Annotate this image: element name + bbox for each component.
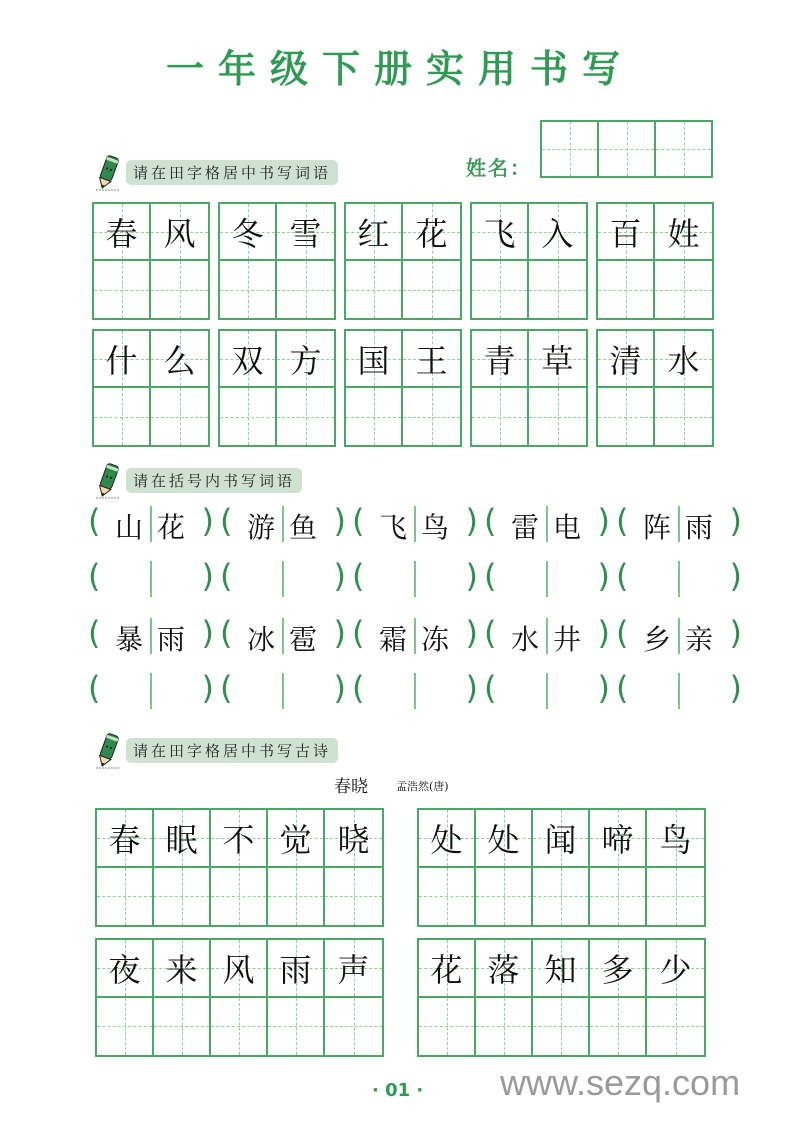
right-paren: )	[597, 557, 610, 595]
practice-cell[interactable]	[647, 868, 704, 926]
model-char-cell	[325, 940, 382, 998]
model-char: 处	[430, 820, 463, 859]
model-char-cell	[529, 204, 586, 261]
name-label: 姓名：	[466, 156, 532, 180]
pencil-icon	[94, 153, 122, 191]
right-paren: )	[201, 614, 214, 652]
model-char-cell	[151, 204, 208, 261]
bracket-char: 水	[510, 623, 539, 656]
bracket-word	[616, 616, 742, 656]
bracket-divider	[150, 673, 152, 709]
bracket-divider	[678, 618, 680, 654]
practice-cell[interactable]	[647, 998, 704, 1056]
model-char-cell	[154, 940, 211, 998]
bracket-char: 山	[114, 511, 143, 544]
bracket-char: 暴	[114, 623, 143, 656]
right-paren: )	[729, 557, 742, 595]
practice-cell[interactable]	[220, 388, 277, 445]
bracket-word	[484, 504, 610, 544]
model-char: 王	[415, 341, 448, 380]
practice-cell[interactable]	[655, 388, 712, 445]
left-paren: (	[484, 669, 497, 707]
model-char-cell	[533, 810, 590, 868]
model-char: 入	[541, 214, 574, 253]
model-char-cell	[598, 204, 655, 261]
section-header-poem	[94, 731, 338, 769]
practice-cell[interactable]	[151, 388, 208, 445]
practice-cell[interactable]	[346, 261, 403, 318]
pencil-icon	[94, 731, 122, 769]
bracket-row	[88, 614, 742, 656]
bracket-char: 游	[246, 511, 275, 544]
practice-cell[interactable]	[403, 261, 460, 318]
left-paren: (	[616, 502, 629, 540]
left-paren: (	[484, 502, 497, 540]
model-char-cell	[533, 940, 590, 998]
page-number: · 01 ·	[372, 1080, 424, 1101]
bracket-row	[88, 502, 742, 544]
model-char-cell	[220, 331, 277, 388]
right-paren: )	[465, 557, 478, 595]
practice-cell[interactable]	[476, 868, 533, 926]
bracket-word	[616, 504, 742, 544]
bracket-char: 冰	[246, 623, 275, 656]
model-char: 鸟	[659, 820, 692, 859]
model-char-cell	[476, 810, 533, 868]
left-paren: (	[352, 557, 365, 595]
left-paren: (	[220, 614, 233, 652]
model-char: 声	[337, 950, 370, 989]
bracket-char: 雨	[684, 511, 713, 544]
bracket-blank[interactable]	[88, 559, 214, 599]
model-char: 冬	[231, 214, 264, 253]
name-input-box[interactable]	[540, 120, 713, 178]
model-char: 风	[222, 950, 255, 989]
model-char-cell	[94, 204, 151, 261]
model-char-cell	[472, 331, 529, 388]
bracket-char: 冻	[420, 623, 449, 656]
model-char: 夜	[108, 950, 141, 989]
right-paren: )	[465, 502, 478, 540]
model-char-cell	[325, 810, 382, 868]
practice-cell[interactable]	[655, 261, 712, 318]
bracket-word	[352, 504, 478, 544]
word-block	[596, 329, 714, 447]
bracket-blank[interactable]	[616, 559, 742, 599]
model-char: 方	[289, 341, 322, 380]
right-paren: )	[729, 502, 742, 540]
model-char: 风	[163, 214, 196, 253]
left-paren: (	[88, 614, 101, 652]
practice-cell[interactable]	[97, 998, 154, 1056]
bracket-divider	[546, 561, 548, 597]
model-char-cell	[94, 331, 151, 388]
right-paren: )	[201, 669, 214, 707]
poem-line-block	[417, 808, 706, 927]
bracket-blank[interactable]	[88, 671, 214, 711]
pencil-icon	[94, 461, 122, 499]
right-paren: )	[729, 669, 742, 707]
model-char: 飞	[483, 214, 516, 253]
bracket-word	[220, 504, 346, 544]
poem-line-block	[95, 938, 384, 1057]
model-char-cell	[211, 810, 268, 868]
right-paren: )	[597, 669, 610, 707]
right-paren: )	[201, 502, 214, 540]
practice-cell[interactable]	[154, 998, 211, 1056]
model-char-cell	[590, 810, 647, 868]
bracket-char: 雨	[156, 623, 185, 656]
bracket-char: 阵	[642, 511, 671, 544]
bracket-divider	[282, 673, 284, 709]
model-char: 么	[163, 341, 196, 380]
bracket-divider	[150, 561, 152, 597]
bracket-word	[220, 616, 346, 656]
bracket-word	[88, 504, 214, 544]
section-label: 请在田字格居中书写词语	[126, 160, 338, 185]
model-char-cell	[403, 204, 460, 261]
practice-cell[interactable]	[419, 868, 476, 926]
practice-cell[interactable]	[277, 388, 334, 445]
model-char: 春	[108, 820, 141, 859]
left-paren: (	[484, 614, 497, 652]
bracket-divider	[678, 673, 680, 709]
model-char: 青	[483, 341, 516, 380]
bracket-divider	[678, 561, 680, 597]
model-char-cell	[268, 810, 325, 868]
bracket-divider	[414, 673, 416, 709]
model-char-cell	[277, 204, 334, 261]
model-char-cell	[476, 940, 533, 998]
bracket-blank[interactable]	[220, 559, 346, 599]
practice-cell[interactable]	[590, 868, 647, 926]
practice-cell[interactable]	[598, 388, 655, 445]
model-char: 来	[165, 950, 198, 989]
section-header-words	[94, 153, 338, 191]
left-paren: (	[484, 557, 497, 595]
practice-cell[interactable]	[472, 261, 529, 318]
bracket-divider	[414, 506, 416, 542]
right-paren: )	[333, 669, 346, 707]
practice-cell[interactable]	[220, 261, 277, 318]
bracket-divider	[282, 506, 284, 542]
bracket-char: 霜	[378, 623, 407, 656]
bracket-blank[interactable]	[484, 671, 610, 711]
model-char-cell	[346, 204, 403, 261]
bracket-divider	[414, 618, 416, 654]
practice-cell[interactable]	[403, 388, 460, 445]
practice-cell[interactable]	[472, 388, 529, 445]
model-char-cell	[419, 940, 476, 998]
model-char-cell	[211, 940, 268, 998]
left-paren: (	[220, 669, 233, 707]
word-block	[470, 329, 588, 447]
page-title: 一年级下册实用书写	[165, 47, 634, 91]
right-paren: )	[201, 557, 214, 595]
bracket-word	[484, 616, 610, 656]
practice-cell[interactable]	[419, 998, 476, 1056]
practice-cell[interactable]	[97, 868, 154, 926]
model-char-cell	[268, 940, 325, 998]
model-char-cell	[655, 204, 712, 261]
bracket-divider	[150, 618, 152, 654]
practice-cell[interactable]	[533, 868, 590, 926]
bracket-word	[352, 616, 478, 656]
practice-cell[interactable]	[590, 998, 647, 1056]
poem-title: 春晓	[334, 777, 368, 797]
model-char: 草	[541, 341, 574, 380]
bracket-char: 电	[552, 511, 581, 544]
model-char-cell	[472, 204, 529, 261]
practice-cell[interactable]	[154, 868, 211, 926]
bracket-blank[interactable]	[220, 671, 346, 711]
bracket-blank[interactable]	[352, 671, 478, 711]
bracket-divider	[546, 506, 548, 542]
bracket-divider	[150, 506, 152, 542]
model-char: 雨	[279, 950, 312, 989]
practice-cell[interactable]	[268, 868, 325, 926]
practice-cell[interactable]	[94, 261, 151, 318]
practice-cell[interactable]	[325, 998, 382, 1056]
model-char: 花	[430, 950, 463, 989]
model-char: 花	[415, 214, 448, 253]
model-char-cell	[97, 810, 154, 868]
name-cell[interactable]	[656, 122, 711, 176]
model-char-cell	[151, 331, 208, 388]
practice-cell[interactable]	[325, 868, 382, 926]
model-char: 知	[544, 950, 577, 989]
practice-cell[interactable]	[476, 998, 533, 1056]
word-block	[470, 202, 588, 320]
model-char-cell	[529, 331, 586, 388]
bracket-blank[interactable]	[616, 671, 742, 711]
poem-line-block	[95, 808, 384, 927]
left-paren: (	[616, 669, 629, 707]
poem-line-block	[417, 938, 706, 1057]
model-char-cell	[277, 331, 334, 388]
model-char-cell	[346, 331, 403, 388]
model-char: 少	[659, 950, 692, 989]
section-header-brackets	[94, 461, 302, 499]
practice-cell[interactable]	[151, 261, 208, 318]
right-paren: )	[333, 502, 346, 540]
model-char-cell	[655, 331, 712, 388]
bracket-blank[interactable]	[352, 559, 478, 599]
model-char: 闻	[544, 820, 577, 859]
word-block	[344, 329, 462, 447]
name-cell[interactable]	[542, 122, 599, 176]
left-paren: (	[616, 614, 629, 652]
right-paren: )	[333, 614, 346, 652]
left-paren: (	[88, 669, 101, 707]
model-char-cell	[154, 810, 211, 868]
left-paren: (	[616, 557, 629, 595]
bracket-char: 鸟	[420, 511, 449, 544]
right-paren: )	[333, 557, 346, 595]
bracket-row	[88, 557, 742, 599]
right-paren: )	[465, 614, 478, 652]
left-paren: (	[88, 502, 101, 540]
section-label: 请在括号内书写词语	[126, 468, 302, 493]
word-block	[92, 202, 210, 320]
bracket-char: 鱼	[288, 511, 317, 544]
left-paren: (	[220, 502, 233, 540]
bracket-char: 花	[156, 511, 185, 544]
word-block	[344, 202, 462, 320]
model-char-cell	[598, 331, 655, 388]
model-char: 雪	[289, 214, 322, 253]
name-cell[interactable]	[599, 122, 656, 176]
bracket-divider	[282, 561, 284, 597]
model-char: 觉	[279, 820, 312, 859]
bracket-char: 井	[552, 623, 581, 656]
model-char: 百	[609, 214, 642, 253]
model-char: 姓	[667, 214, 700, 253]
model-char: 晓	[337, 820, 370, 859]
bracket-char: 亲	[684, 623, 713, 656]
poem-author: 孟浩然(唐)	[396, 780, 449, 793]
model-char: 清	[609, 341, 642, 380]
word-block	[596, 202, 714, 320]
bracket-blank[interactable]	[484, 559, 610, 599]
watermark: www.sezq.com	[500, 1062, 741, 1103]
model-char-cell	[403, 331, 460, 388]
model-char-cell	[97, 940, 154, 998]
model-char: 春	[105, 214, 138, 253]
left-paren: (	[88, 557, 101, 595]
model-char: 不	[222, 820, 255, 859]
model-char: 国	[357, 341, 390, 380]
bracket-divider	[546, 618, 548, 654]
model-char-cell	[647, 940, 704, 998]
section-label: 请在田字格居中书写古诗	[126, 738, 338, 763]
left-paren: (	[352, 669, 365, 707]
model-char-cell	[647, 810, 704, 868]
bracket-char: 乡	[642, 623, 671, 656]
practice-cell[interactable]	[94, 388, 151, 445]
practice-cell[interactable]	[211, 998, 268, 1056]
bracket-char: 雹	[288, 623, 317, 656]
right-paren: )	[597, 614, 610, 652]
left-paren: (	[220, 557, 233, 595]
word-block	[218, 329, 336, 447]
practice-cell[interactable]	[346, 388, 403, 445]
model-char: 红	[357, 214, 390, 253]
model-char: 双	[231, 341, 264, 380]
left-paren: (	[352, 502, 365, 540]
bracket-divider	[414, 561, 416, 597]
practice-cell[interactable]	[277, 261, 334, 318]
practice-cell[interactable]	[598, 261, 655, 318]
bracket-char: 雷	[510, 511, 539, 544]
left-paren: (	[352, 614, 365, 652]
word-block	[92, 329, 210, 447]
model-char: 处	[487, 820, 520, 859]
model-char: 水	[667, 341, 700, 380]
model-char-cell	[220, 204, 277, 261]
model-char: 什	[105, 341, 138, 380]
bracket-char: 飞	[378, 511, 407, 544]
model-char: 啼	[601, 820, 634, 859]
model-char: 多	[601, 950, 634, 989]
practice-cell[interactable]	[211, 868, 268, 926]
practice-cell[interactable]	[268, 998, 325, 1056]
right-paren: )	[465, 669, 478, 707]
model-char: 眠	[165, 820, 198, 859]
right-paren: )	[729, 614, 742, 652]
model-char-cell	[590, 940, 647, 998]
word-block	[218, 202, 336, 320]
right-paren: )	[597, 502, 610, 540]
bracket-row	[88, 669, 742, 711]
bracket-divider	[282, 618, 284, 654]
bracket-divider	[678, 506, 680, 542]
bracket-word	[88, 616, 214, 656]
model-char-cell	[419, 810, 476, 868]
practice-cell[interactable]	[529, 261, 586, 318]
practice-cell[interactable]	[533, 998, 590, 1056]
practice-cell[interactable]	[529, 388, 586, 445]
bracket-divider	[546, 673, 548, 709]
model-char: 落	[487, 950, 520, 989]
